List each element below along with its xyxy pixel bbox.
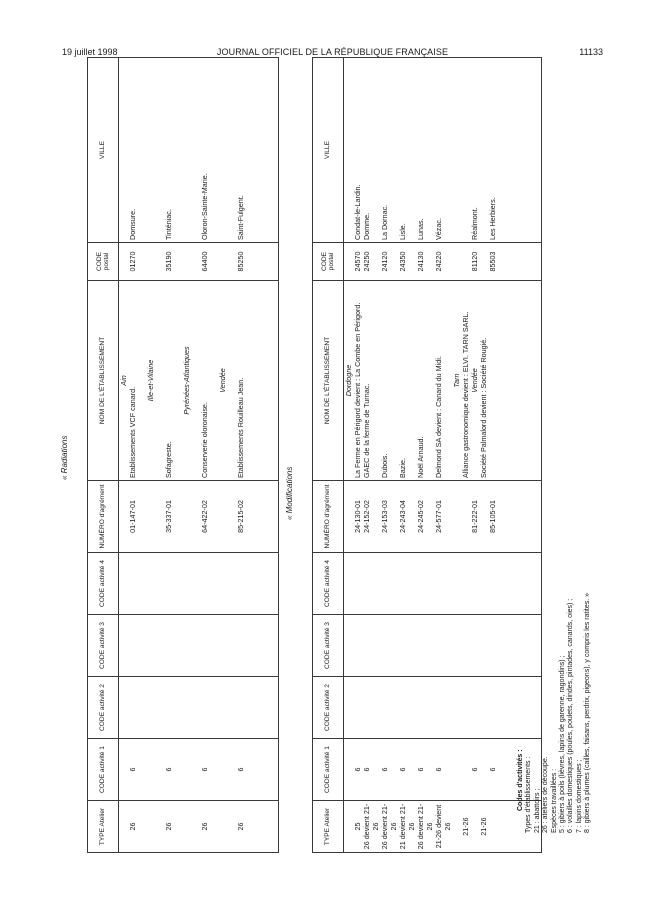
- col-activity-3: CODE activité 3: [313, 615, 344, 677]
- cell-activity-1: [344, 739, 542, 801]
- dept-heading: Vendée: [470, 368, 479, 393]
- radiations-table-wrapper: [87, 58, 293, 853]
- cell-line: Bazie.: [398, 458, 407, 478]
- col-activity-2: CODE activité 2: [313, 677, 344, 739]
- cell-line: 6: [416, 767, 425, 772]
- cell-line: 85503: [488, 251, 497, 272]
- col-activity-3: CODE activité 3: [88, 615, 119, 677]
- cell-line: 35-337-01: [164, 500, 173, 533]
- col-type: TYPE Atelier: [88, 801, 119, 853]
- radiations-table: [87, 57, 279, 853]
- cell-type: [344, 801, 542, 853]
- cell-line: 6: [353, 767, 362, 772]
- cell-line: 64-422-02: [200, 500, 209, 533]
- cell-line: 24-152-02: [362, 500, 371, 533]
- cell-line: Condat-le-Lardin.: [353, 184, 362, 240]
- cell-line: 6: [398, 767, 407, 772]
- cell-line: 6: [488, 767, 497, 772]
- page-number: 11133: [579, 47, 603, 57]
- col-type: TYPE Atelier: [313, 801, 344, 853]
- cell-line: 85-215-02: [236, 500, 245, 533]
- cell-line: 6: [434, 767, 443, 772]
- cell-line: Sofagreste.: [164, 441, 173, 478]
- col-activity-4: CODE activité 4: [313, 553, 344, 615]
- cell-line: Tinténiac.: [164, 209, 173, 240]
- cell-line: 24220: [434, 251, 443, 272]
- cell-line: Lunas.: [416, 218, 425, 240]
- cell-line: 24120: [380, 251, 389, 272]
- cell-numero: [119, 481, 279, 553]
- cell-line: 24-577-01: [434, 500, 443, 533]
- cell-line: 35190: [164, 251, 173, 272]
- cell-line: 26 devient 21-26: [416, 803, 434, 850]
- cell-line: 24350: [398, 251, 407, 272]
- cell-line: 21 devient 21-26: [398, 803, 416, 850]
- cell-line: Etablissements VCF canard.: [128, 386, 137, 478]
- cell-code-postal: [344, 243, 542, 281]
- modifications-table-wrapper: [312, 58, 552, 853]
- cell-ville: [119, 58, 279, 243]
- table-body-row: [344, 58, 542, 853]
- issue-date: 19 juillet 1998: [62, 47, 118, 57]
- cell-line: Lisle.: [398, 223, 407, 240]
- cell-line: 24250: [362, 251, 371, 272]
- cell-line: 24-130-01: [353, 500, 362, 533]
- cell-activity-3: [344, 615, 542, 677]
- cell-line: 21-26: [479, 817, 488, 836]
- cell-line: 6: [236, 767, 245, 772]
- dept-heading: Ille-et-Vilaine: [146, 359, 155, 402]
- cell-line: 24-153-03: [380, 500, 389, 533]
- dept-heading: Tarn: [452, 373, 461, 388]
- col-ville: VILLE: [313, 58, 344, 243]
- cell-line: 24570: [353, 251, 362, 272]
- cell-line: 01270: [128, 251, 137, 272]
- cell-line: La Ferme en Périgord devient : La Combe en Périgord.: [353, 302, 362, 478]
- cell-ville: [344, 58, 542, 243]
- notes-line: 7 : lapins domestiques ;: [575, 759, 583, 833]
- cell-line: Alliance gastronomique devient : ELVI. TARN SARL.: [461, 311, 470, 478]
- cell-line: Dubois.: [380, 453, 389, 478]
- dept-heading: Ain: [119, 375, 128, 386]
- cell-line: Etablissements Rouilleau Jean.: [236, 377, 245, 478]
- col-activity-4: CODE activité 4: [88, 553, 119, 615]
- cell-activity-2: [119, 677, 279, 739]
- cell-numero: [344, 481, 542, 553]
- cell-line: 24130: [416, 251, 425, 272]
- cell-line: 26: [200, 822, 209, 831]
- cell-line: Domme.: [362, 212, 371, 240]
- cell-line: Conserverie oloronaise.: [200, 402, 209, 478]
- cell-line: Vézac.: [434, 218, 443, 240]
- notes-line: Types d'établissements :: [525, 756, 533, 833]
- notes-line: 6 : volailles domestiques (poules, poulets, dindes, pintades, canards, oies) ;: [567, 598, 575, 833]
- notes-line: 5 : gibiers à poils (lièvres, lapins de garenne, ragondins) ;: [559, 655, 567, 833]
- cell-line: Réalmont.: [470, 207, 479, 240]
- col-numero: NUMÉRO d'agrément: [313, 481, 344, 553]
- notes-body: [517, 58, 593, 853]
- dept-heading: Vendée: [218, 368, 227, 393]
- cell-line: 6: [470, 767, 479, 772]
- cell-activity-4: [344, 553, 542, 615]
- cell-line: 26: [164, 822, 173, 831]
- cell-line: La Dornac.: [380, 204, 389, 240]
- table-header-row: [88, 58, 119, 853]
- notes-line: 26 : ateliers de découpe.: [542, 756, 550, 833]
- cell-line: 64400: [200, 251, 209, 272]
- cell-line: 26: [236, 822, 245, 831]
- cell-nom: [119, 281, 279, 481]
- cell-line: Les Herbiers.: [488, 197, 497, 240]
- cell-activity-4: [119, 553, 279, 615]
- cell-code-postal: [119, 243, 279, 281]
- col-activity-2: CODE activité 2: [88, 677, 119, 739]
- cell-type: [119, 801, 279, 853]
- journal-title: JOURNAL OFFICIEL DE LA RÉPUBLIQUE FRANÇAISE: [216, 47, 449, 57]
- cell-nom: [344, 281, 542, 481]
- dept-heading: Dordogne: [344, 364, 353, 397]
- cell-line: 6: [128, 767, 137, 772]
- cell-line: 6: [164, 767, 173, 772]
- notes-title: Codes d'activités :: [517, 749, 524, 811]
- notes-line: 8 : gibiers à plumes (cailles, faisans, perdrix, pigeons), y compris les ratites. »: [584, 592, 592, 833]
- col-nom: NOM DE L'ÉTABLISSEMENT: [88, 281, 119, 481]
- col-code-postal: CODE postal: [313, 243, 344, 281]
- cell-line: Saint-Fulgent.: [236, 195, 245, 240]
- notes-line: Espèces travaillées :: [550, 768, 558, 833]
- cell-line: 85-105-01: [488, 500, 497, 533]
- cell-line: 24-245-02: [416, 500, 425, 533]
- modifications-table: [312, 57, 542, 853]
- col-nom: NOM DE L'ÉTABLISSEMENT: [313, 281, 344, 481]
- table-header-row: [313, 58, 344, 853]
- cell-line: Noël Arnaud.: [416, 436, 425, 478]
- col-activity-1: CODE activité 1: [88, 739, 119, 801]
- col-activity-1: CODE activité 1: [313, 739, 344, 801]
- cell-activity-2: [344, 677, 542, 739]
- cell-line: 21-26 devient 26: [434, 804, 452, 849]
- cell-line: 26: [128, 822, 137, 831]
- cell-line: 26 devient 21-26: [362, 803, 380, 850]
- cell-line: 01-147-01: [128, 500, 137, 533]
- cell-activity-1: [119, 739, 279, 801]
- cell-line: 6: [200, 767, 209, 772]
- cell-line: 24-243-04: [398, 500, 407, 533]
- section-title-radiations: « Radiations: [60, 435, 69, 480]
- cell-line: GAEC de la ferme de Turnac.: [362, 383, 371, 478]
- cell-line: 6: [380, 767, 389, 772]
- activity-codes-notes: [517, 58, 599, 853]
- dept-heading: Pyrénées-Atlantiques: [182, 346, 191, 415]
- cell-line: Société Palmalord devient : Société Rougié.: [479, 337, 488, 478]
- cell-line: 6: [362, 767, 371, 772]
- section-title-modifications: « Modifications: [285, 466, 294, 520]
- cell-activity-3: [119, 615, 279, 677]
- cell-line: Domsure.: [128, 208, 137, 240]
- cell-line: Oloron-Sainte-Marie.: [200, 173, 209, 240]
- cell-line: 85250: [236, 251, 245, 272]
- cell-line: 81120: [470, 251, 479, 272]
- cell-line: 21-26: [461, 817, 470, 836]
- table-body-row: [119, 58, 279, 853]
- cell-line: 81-222-01: [470, 500, 479, 533]
- cell-line: Delmond SA devient : Canard du Midi.: [434, 356, 443, 478]
- col-ville: VILLE: [88, 58, 119, 243]
- col-code-postal: CODE postal: [88, 243, 119, 281]
- cell-line: 25: [353, 822, 362, 831]
- cell-line: 26 devient 21-26: [380, 803, 398, 850]
- col-numero: NUMÉRO d'agrément: [88, 481, 119, 553]
- notes-line: 21 : abattoirs ;: [533, 788, 541, 833]
